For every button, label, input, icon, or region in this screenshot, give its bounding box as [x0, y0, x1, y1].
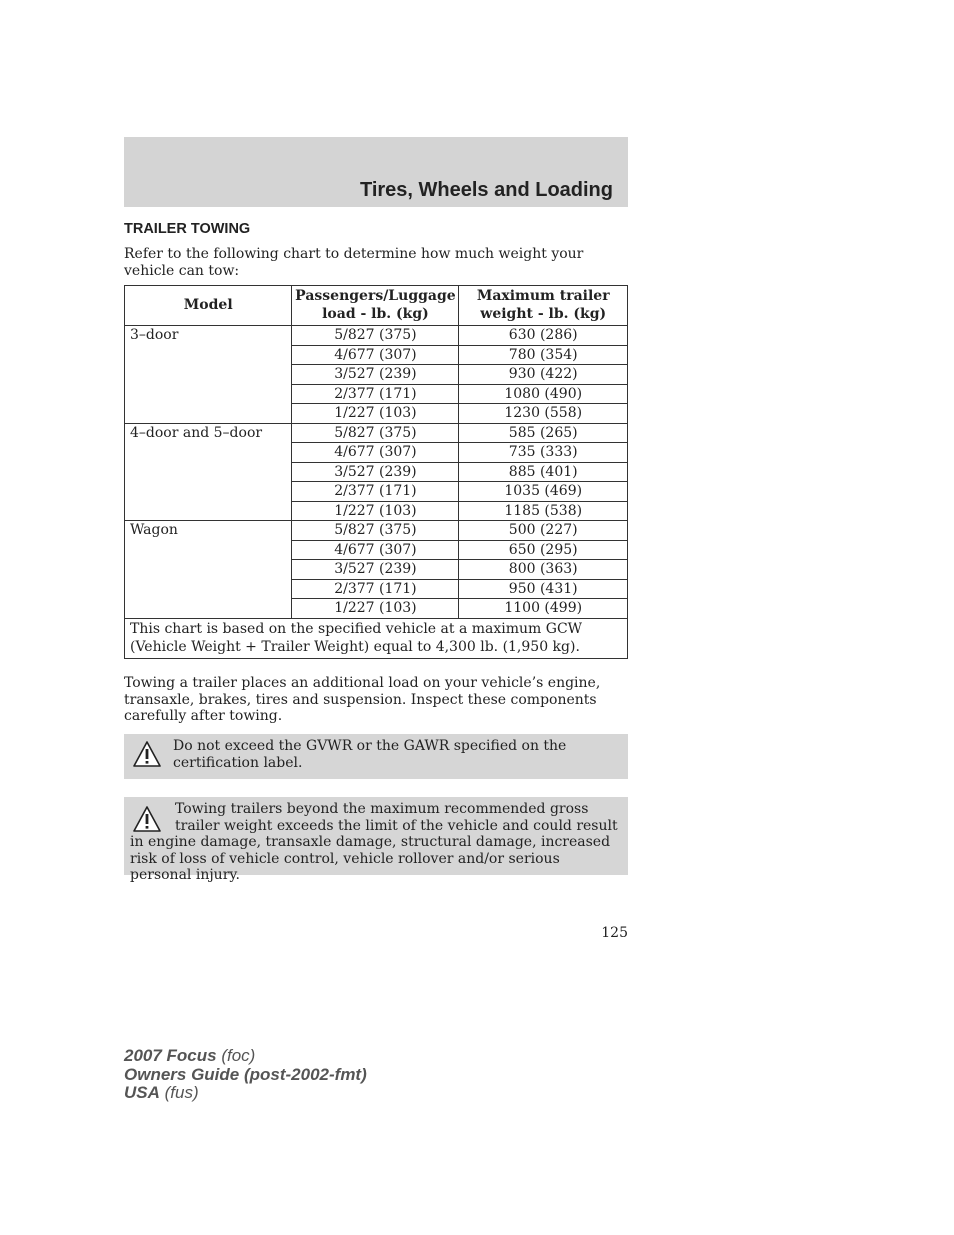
load-cell: 4/677 (307): [292, 345, 459, 365]
intro-paragraph: Refer to the following chart to determine how much weight your vehicle can tow:: [124, 246, 584, 279]
max-weight-cell: 885 (401): [459, 462, 628, 482]
warning-box-gvwr: [124, 734, 628, 779]
chapter-title: Tires, Wheels and Loading: [359, 179, 613, 201]
model-cell: 4–door and 5–door: [125, 423, 292, 521]
towing-paragraph: Towing a trailer places an additional load on your vehicle’s engine, transaxle, brakes, tires and suspension. Inspect these components carefully after towing.: [124, 675, 601, 724]
table-note: This chart is based on the specified vehicle at a maximum GCW (Vehicle Weight + Trailer Weight) equal to 4,300 lb. (1,950 kg).: [125, 618, 628, 658]
column-header-model: Model: [125, 286, 292, 326]
footer-region: USA: [124, 1083, 160, 1102]
max-weight-cell: 500 (227): [459, 521, 628, 541]
chapter-header-bar: [124, 137, 628, 207]
max-weight-cell: 1185 (538): [459, 501, 628, 521]
max-weight-cell: 800 (363): [459, 560, 628, 580]
model-cell: Wagon: [125, 521, 292, 619]
load-cell: 4/677 (307): [292, 443, 459, 463]
table-note-row: [125, 618, 628, 658]
load-cell: 5/827 (375): [292, 521, 459, 541]
trailer-towing-table: [124, 285, 628, 659]
table-row: [125, 326, 628, 346]
load-cell: 2/377 (171): [292, 482, 459, 502]
warning-triangle-icon: [132, 740, 162, 768]
column-header-load: Passengers/Luggage load - lb. (kg): [292, 286, 459, 326]
load-cell: 3/527 (239): [292, 365, 459, 385]
footer-model-code: (foc): [221, 1046, 256, 1065]
model-cell: 3–door: [125, 326, 292, 424]
table-row: [125, 521, 628, 541]
load-cell: 1/227 (103): [292, 599, 459, 619]
max-weight-cell: 1035 (469): [459, 482, 628, 502]
warning-triangle-icon: [132, 805, 162, 833]
max-weight-cell: 630 (286): [459, 326, 628, 346]
load-cell: 5/827 (375): [292, 326, 459, 346]
column-header-max-weight: Maximum trailer weight - lb. (kg): [459, 286, 628, 326]
load-cell: 2/377 (171): [292, 579, 459, 599]
section-title: TRAILER TOWING: [124, 221, 251, 237]
table-row: [125, 423, 628, 443]
footer-region-code: (fus): [164, 1083, 199, 1102]
max-weight-cell: 650 (295): [459, 540, 628, 560]
warning-box-towing: [124, 797, 628, 883]
footer-guide: Owners Guide (post-2002-fmt): [124, 1064, 367, 1084]
max-weight-cell: 950 (431): [459, 579, 628, 599]
table-header-row: [125, 286, 628, 326]
load-cell: 1/227 (103): [292, 501, 459, 521]
load-cell: 2/377 (171): [292, 384, 459, 404]
max-weight-cell: 780 (354): [459, 345, 628, 365]
max-weight-cell: 1230 (558): [459, 404, 628, 424]
max-weight-cell: 1100 (499): [459, 599, 628, 619]
warning-text-gvwr: Do not exceed the GVWR or the GAWR specified on the certification label.: [173, 738, 567, 771]
max-weight-cell: 1080 (490): [459, 384, 628, 404]
document-footer: [124, 1047, 367, 1103]
max-weight-cell: 735 (333): [459, 443, 628, 463]
load-cell: 3/527 (239): [292, 560, 459, 580]
load-cell: 5/827 (375): [292, 423, 459, 443]
warning-text-towing: Towing trailers beyond the maximum recommended gross trailer weight exceeds the limit of the vehicle and could result in engine damage, transaxle damage, structural damage, increased risk of loss of vehicle control, vehicle rollover and/or serious personal injury.: [130, 801, 618, 883]
load-cell: 4/677 (307): [292, 540, 459, 560]
load-cell: 3/527 (239): [292, 462, 459, 482]
max-weight-cell: 585 (265): [459, 423, 628, 443]
load-cell: 1/227 (103): [292, 404, 459, 424]
max-weight-cell: 930 (422): [459, 365, 628, 385]
footer-model: 2007 Focus: [124, 1046, 217, 1065]
page-number: 125: [601, 925, 628, 941]
